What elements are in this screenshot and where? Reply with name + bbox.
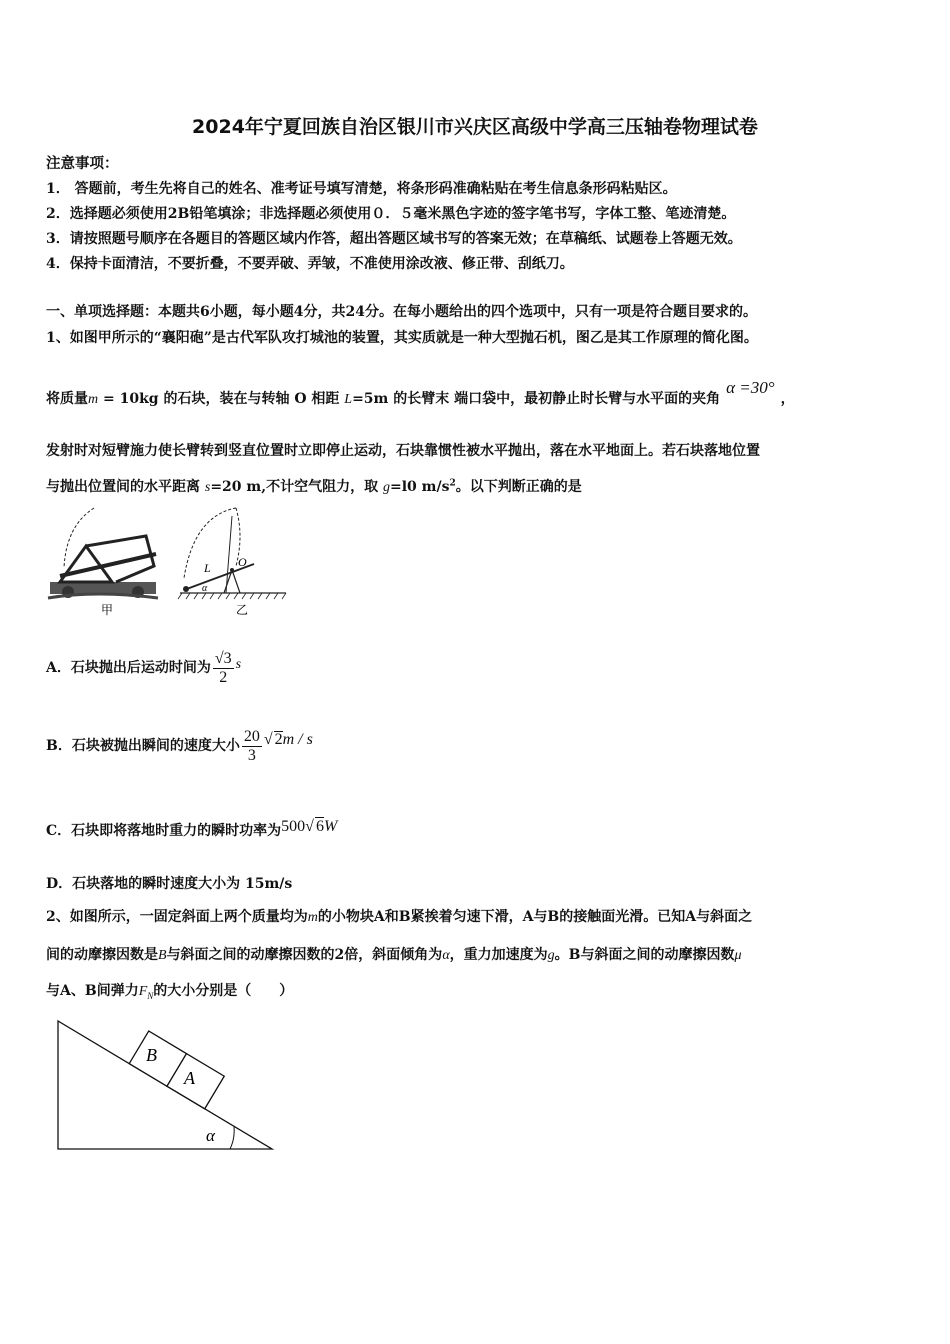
notice-heading: 注意事项： xyxy=(46,155,119,172)
fig-label-yi: 乙 xyxy=(236,603,249,617)
q1-line-4: 与抛出位置间的水平距离 s=20 m,不计空气阻力，取 g=l0 $m/s^2$。以下判断正确的是 xyxy=(46,478,582,495)
notice-item-3: 3．请按照题号顺序在各题目的答题区域内作答，超出答题区域书写的答案无效；在草稿纸、试题卷上答题无效。 xyxy=(46,231,742,247)
fig-label-alpha: α xyxy=(202,583,208,594)
q1-option-c: C．石块即将落地时重力的瞬时功率为500√ 6W xyxy=(46,818,338,839)
alpha-equation: α =30° xyxy=(726,378,775,397)
catapult-drawing xyxy=(48,508,158,617)
notice-item-2: 2．选择题必须使用2B铅笔填涂；非选择题必须使用０．５毫米黑色字迹的签字笔书写，字体工整、笔迹清楚。 xyxy=(46,206,736,222)
schematic-drawing xyxy=(178,508,286,617)
fig-label-jia: 甲 xyxy=(101,603,114,617)
block-a-label: A xyxy=(184,1068,195,1088)
incline-figure xyxy=(50,1015,280,1155)
q1-line-2: 将质量m = 10kg 的石块，装在与转轴 O 相距 L=5m 的长臂末 端口袋中，最初静止时长臂与水平面的夹角α =30°， xyxy=(46,378,795,407)
q2-line-3: 与A、B间弹力$F_N$的大小分别是（ ） xyxy=(46,983,294,1001)
q1-line-1: 1、如图甲所示的“襄阳砲”是古代军队攻打城池的装置，其实质就是一种大型抛石机，图乙是其工作原理的简化图。 xyxy=(46,330,758,346)
block-b-label: B xyxy=(146,1045,157,1065)
page-title: 2024年宁夏回族自治区银川市兴庆区高级中学高三压轴卷物理试卷 xyxy=(192,116,758,138)
fig-label-O: O xyxy=(238,555,247,569)
angle-alpha-label: α xyxy=(206,1126,215,1145)
notice-item-4: 4．保持卡面清洁，不要折叠，不要弄破、弄皱，不准使用涂改液、修正带、刮纸刀。 xyxy=(46,256,574,272)
fig-label-L: L xyxy=(204,561,211,575)
q1-option-a: A．石块抛出后运动时间为 $\frac{√3}{2}$ s xyxy=(46,650,242,686)
q1-line-3: 发射时对短臂施力使长臂转到竖直位置时立即停止运动，石块靠惯性被水平抛出，落在水平地面上。若石块落地位置 xyxy=(46,443,760,459)
section-heading: 一、单项选择题：本题共6小题，每小题4分，共24分。在每小题给出的四个选项中，只有一项是符合题目要求的。 xyxy=(46,304,757,320)
q1-option-b: B．石块被抛出瞬间的速度大小 $\frac{20}{3}$ √ 2m / s xyxy=(46,728,313,764)
q1-option-d: D．石块落地的瞬时速度大小为 15m/s xyxy=(46,876,293,892)
angle-arc xyxy=(230,1127,234,1149)
catapult-figure xyxy=(46,506,291,618)
q2-line-1: 2、如图所示，一固定斜面上两个质量均为m的小物块A和B紧挨着匀速下滑，A与B的接触面光滑。已知A与斜面之 xyxy=(46,909,753,925)
notice-item-1: 1． 答题前，考生先将自己的姓名、准考证号填写清楚，将条形码准确粘贴在考生信息条形码粘贴区。 xyxy=(46,181,677,197)
q2-line-2: 间的动摩擦因数是B与斜面之间的动摩擦因数的2倍，斜面倾角为α，重力加速度为g。B与斜面之间的动摩擦因数μ xyxy=(46,947,742,963)
